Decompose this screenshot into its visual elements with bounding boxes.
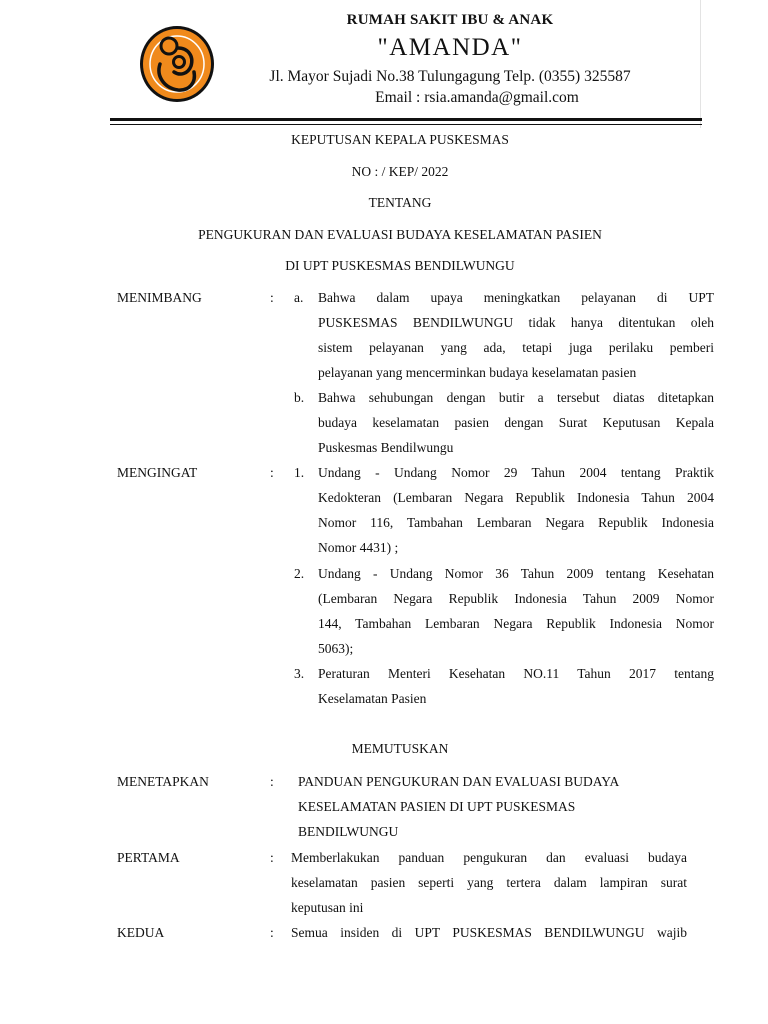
decree-about: TENTANG xyxy=(368,195,432,210)
text-line: PUSKESMAS BENDILWUNGU tidak hanya ditentukan oleh xyxy=(318,315,714,330)
text-line: BENDILWUNGU xyxy=(298,824,399,839)
mengingat-marker-2: 2. xyxy=(294,566,305,581)
text-line: Undang - Undang Nomor 36 Tahun 2009 tentang Kesehatan xyxy=(318,566,714,581)
mengingat-item-2 xyxy=(318,561,714,661)
mengingat-marker-3: 3. xyxy=(294,666,305,681)
menetapkan-label: MENETAPKAN xyxy=(117,774,209,789)
text-line: Kedokteran (Lembaran Negara Republik Indonesia Tahun 2004 xyxy=(318,490,714,505)
letterhead xyxy=(220,10,680,108)
pertama-colon: : xyxy=(270,850,274,865)
text-line: Undang - Undang Nomor 29 Tahun 2004 tentang Praktik xyxy=(318,465,714,480)
text-line: sistem pelayanan yang ada, tetapi juga perilaku pemberi xyxy=(318,340,714,355)
pertama-label: PERTAMA xyxy=(117,850,180,865)
menimbang-marker-b: b. xyxy=(294,390,305,405)
text-line: Semua insiden di UPT PUSKESMAS BENDILWUNGU wajib xyxy=(291,925,687,940)
decree-number: NO : / KEP/ 2022 xyxy=(351,164,449,179)
menimbang-item-a xyxy=(318,285,714,385)
kedua-label: KEDUA xyxy=(117,925,165,940)
mengingat-marker-1: 1. xyxy=(294,465,305,480)
kedua-body xyxy=(291,920,687,945)
mengingat-label: MENGINGAT xyxy=(117,465,198,480)
menetapkan-colon: : xyxy=(270,774,274,789)
letterhead-hospital-type: RUMAH SAKIT IBU & ANAK xyxy=(346,12,554,28)
letterhead-email: Email : rsia.amanda@gmail.com xyxy=(375,89,579,106)
text-line: Nomor 116, Tambahan Lembaran Negara Republik Indonesia xyxy=(318,515,714,530)
text-line: pelayanan yang mencerminkan budaya keselamatan pasien xyxy=(318,365,637,380)
memutuskan-heading: MEMUTUSKAN xyxy=(351,741,449,756)
text-line: Peraturan Menteri Kesehatan NO.11 Tahun 2017 tentang xyxy=(318,666,714,681)
letterhead-divider-thick xyxy=(110,118,702,121)
decree-subject-line2: DI UPT PUSKESMAS BENDILWUNGU xyxy=(285,258,515,273)
text-line: 5063); xyxy=(318,641,354,656)
letterhead-edge xyxy=(700,0,701,128)
text-line: Memberlakukan panduan pengukuran dan evaluasi budaya xyxy=(291,850,687,865)
decree-subject-line1: PENGUKURAN DAN EVALUASI BUDAYA KESELAMATAN PASIEN xyxy=(198,227,602,242)
text-line: 144, Tambahan Lembaran Negara Republik Indonesia Nomor xyxy=(318,616,714,631)
decree-title: KEPUTUSAN KEPALA PUSKESMAS xyxy=(291,132,509,147)
text-line: (Lembaran Negara Republik Indonesia Tahun 2009 Nomor xyxy=(318,591,714,606)
text-line: PANDUAN PENGUKURAN DAN EVALUASI BUDAYA xyxy=(298,774,620,789)
hospital-logo-icon xyxy=(138,24,216,104)
pertama-body xyxy=(291,845,687,920)
text-line: Bahwa dalam upaya meningkatkan pelayanan di UPT xyxy=(318,290,714,305)
text-line: Nomor 4431) ; xyxy=(318,540,399,555)
menimbang-label: MENIMBANG xyxy=(117,290,202,305)
mengingat-item-1 xyxy=(318,460,714,560)
kedua-colon: : xyxy=(270,925,274,940)
text-line: Bahwa sehubungan dengan butir a tersebut diatas ditetapkan xyxy=(318,390,714,405)
mengingat-colon: : xyxy=(270,465,274,480)
menimbang-colon: : xyxy=(270,290,274,305)
text-line: Puskesmas Bendilwungu xyxy=(318,440,454,455)
text-line: keselamatan pasien seperti yang tertera dalam lampiran surat xyxy=(291,875,687,890)
text-line: budaya keselamatan pasien dengan Surat Keputusan Kepala xyxy=(318,415,714,430)
menimbang-marker-a: a. xyxy=(294,290,304,305)
text-line: Keselamatan Pasien xyxy=(318,691,427,706)
menimbang-item-b xyxy=(318,385,714,460)
letterhead-divider-thin xyxy=(110,124,702,125)
letterhead-address: Jl. Mayor Sujadi No.38 Tulungagung Telp. (0355) 325587 xyxy=(269,68,631,85)
mengingat-item-3 xyxy=(318,661,714,711)
letterhead-hospital-name: "AMANDA" xyxy=(377,34,523,61)
text-line: keputusan ini xyxy=(291,900,364,915)
menetapkan-body xyxy=(298,769,698,844)
text-line: KESELAMATAN PASIEN DI UPT PUSKESMAS xyxy=(298,799,576,814)
